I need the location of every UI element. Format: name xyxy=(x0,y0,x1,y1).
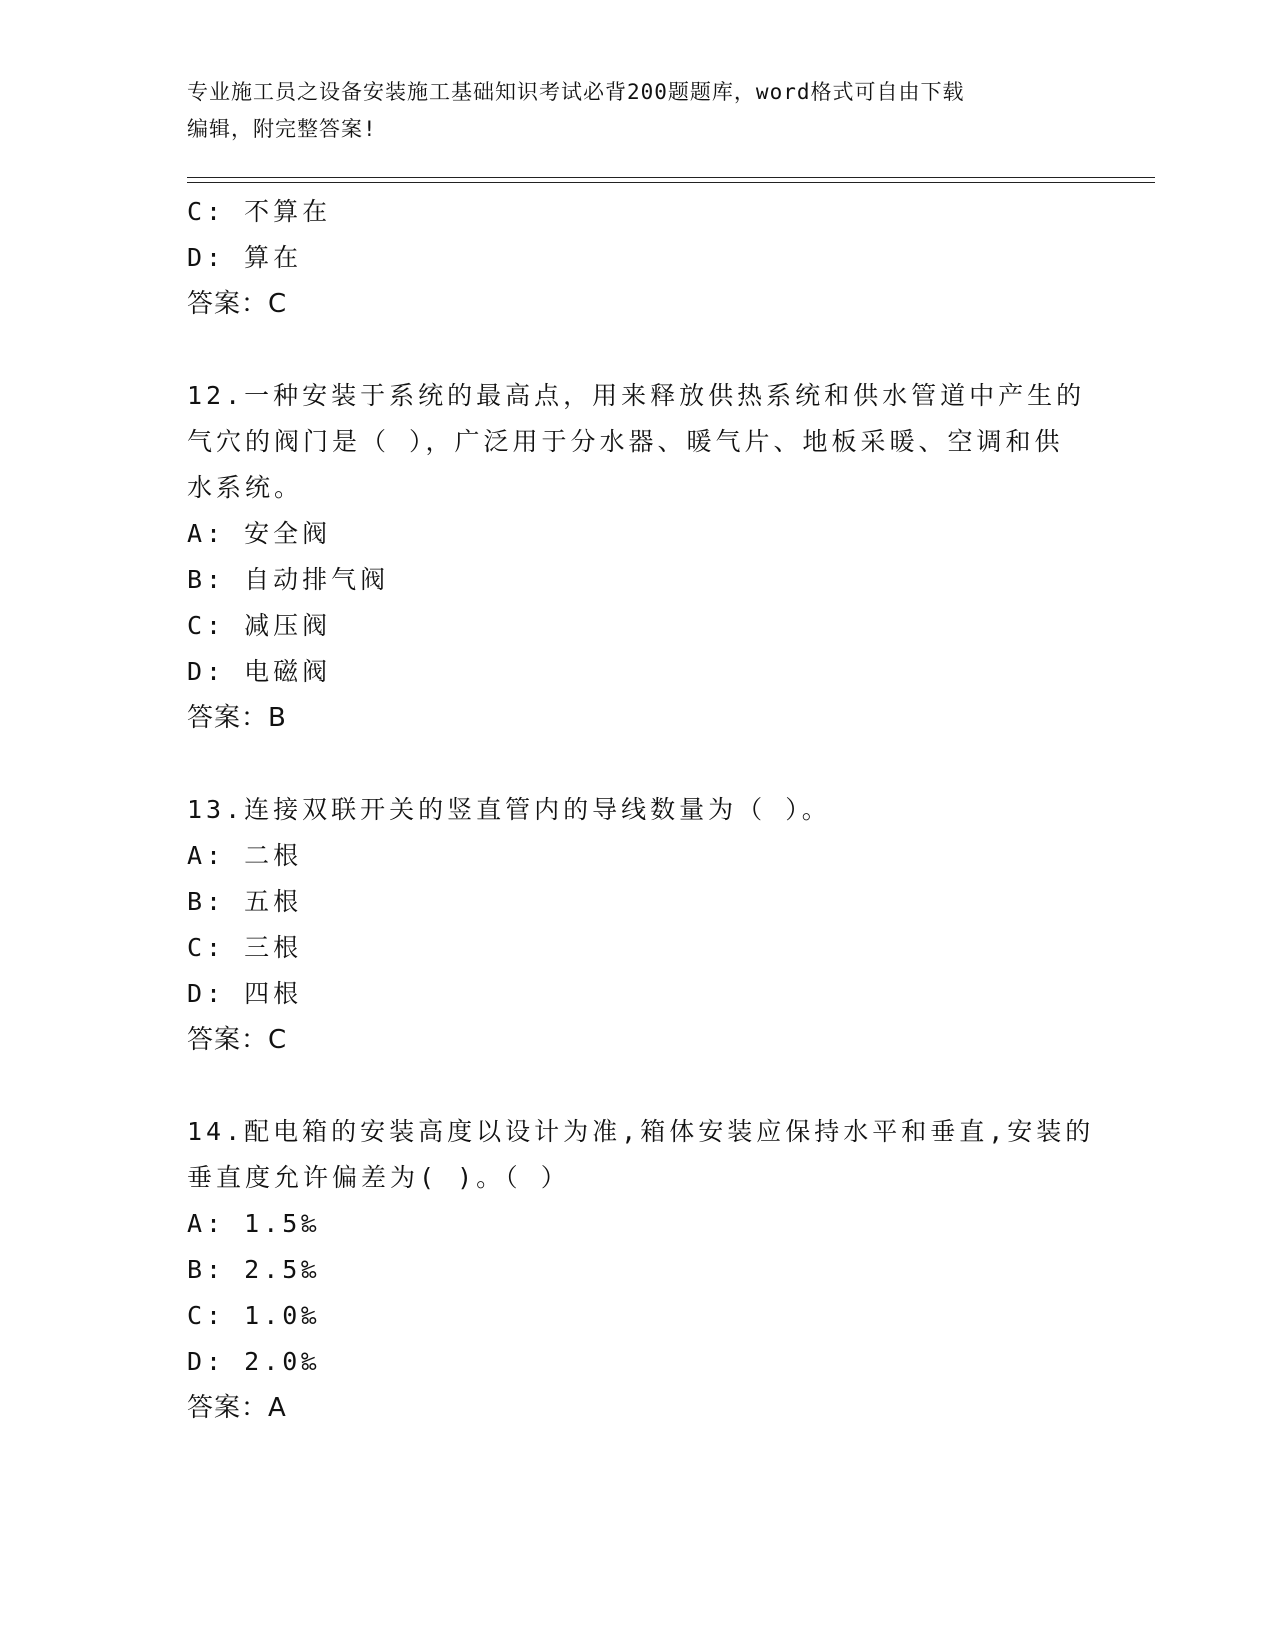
option-b: B: 五根 xyxy=(187,887,303,916)
spacer xyxy=(187,741,1087,787)
answer: 答案：C xyxy=(187,1025,288,1055)
header-divider xyxy=(187,177,1155,183)
option-c: C: 减压阀 xyxy=(187,611,332,640)
option-b: B: 2.5‰ xyxy=(187,1255,321,1284)
option-c: C: 三根 xyxy=(187,933,303,962)
question-14 xyxy=(187,1109,1095,1431)
option-c: C: 不算在 xyxy=(187,197,332,226)
question-stem-line: 气穴的阀门是（ ），广泛用于分水器、暖气片、地板采暖、空调和供 xyxy=(187,427,1064,456)
question-stem-line: 水系统。 xyxy=(187,473,304,502)
option-a: A: 二根 xyxy=(187,841,303,870)
spacer xyxy=(187,327,1087,373)
question-stem-line: 12.一种安装于系统的最高点，用来释放供热系统和供水管道中产生的 xyxy=(187,381,1086,410)
question-stem-line: 垂直度允许偏差为( )。（ ） xyxy=(187,1163,570,1192)
header-title-line-1: 专业施工员之设备安装施工基础知识考试必背200题题库，word格式可自由下载 xyxy=(187,80,965,104)
spacer xyxy=(187,1063,1087,1109)
question-stem-line: 13.连接双联开关的竖直管内的导线数量为（ ）。 xyxy=(187,795,831,824)
question-list xyxy=(187,189,1095,1431)
question-13 xyxy=(187,787,1087,1063)
header-title-line-2: 编辑，附完整答案! xyxy=(187,117,377,141)
answer: 答案：C xyxy=(187,289,288,319)
answer: 答案：A xyxy=(187,1393,287,1423)
option-d: D: 算在 xyxy=(187,243,303,272)
option-d: D: 电磁阀 xyxy=(187,657,332,686)
question-12 xyxy=(187,373,1087,741)
option-a: A: 安全阀 xyxy=(187,519,332,548)
option-a: A: 1.5‰ xyxy=(187,1209,321,1238)
document-header xyxy=(187,74,1087,148)
answer: 答案：B xyxy=(187,703,287,733)
option-b: B: 自动排气阀 xyxy=(187,565,390,594)
option-d: D: 2.0‰ xyxy=(187,1347,321,1376)
question-stem-line: 14.配电箱的安装高度以设计为准,箱体安装应保持水平和垂直,安装的 xyxy=(187,1117,1095,1146)
option-c: C: 1.0‰ xyxy=(187,1301,321,1330)
question-11-tail xyxy=(187,189,1087,327)
option-d: D: 四根 xyxy=(187,979,303,1008)
